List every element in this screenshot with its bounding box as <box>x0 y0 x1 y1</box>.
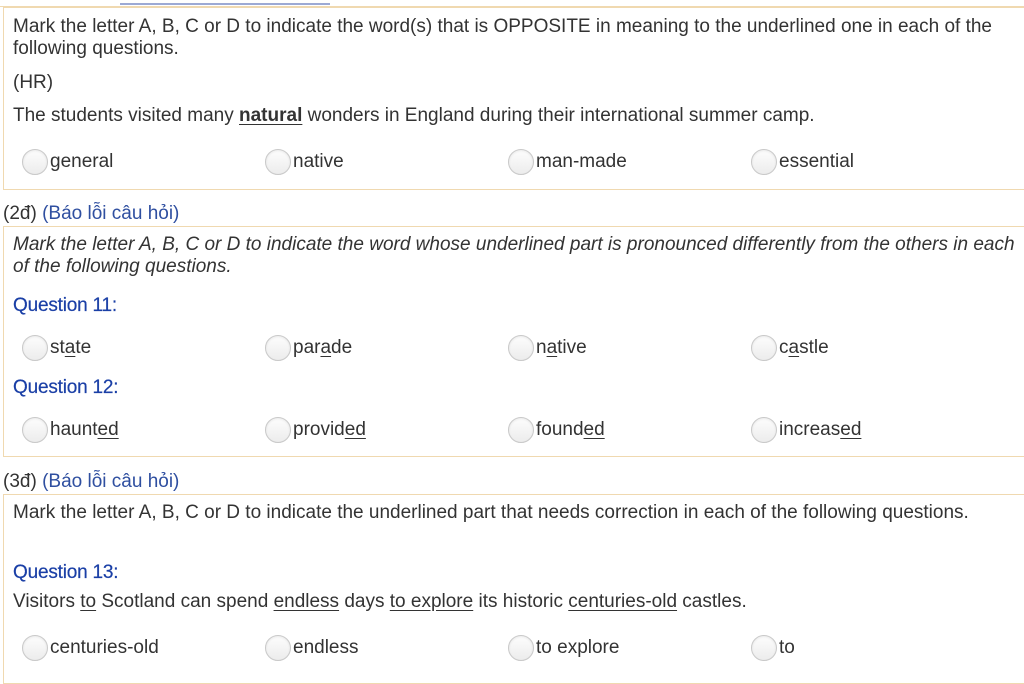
radio-button[interactable] <box>751 335 777 361</box>
option-label: state <box>50 337 92 358</box>
radio-button[interactable] <box>508 417 534 443</box>
section3-instruction: Mark the letter A, B, C or D to indicate the underlined part that needs correction in each of the following questions. <box>13 502 969 523</box>
option-label: centuries-old <box>50 637 159 658</box>
radio-button[interactable] <box>751 417 777 443</box>
option-label: castle <box>779 337 829 358</box>
option-label: endless <box>293 637 359 658</box>
radio-button[interactable] <box>508 335 534 361</box>
radio-button[interactable] <box>22 149 48 175</box>
section2-header <box>3 203 179 225</box>
option-c[interactable] <box>508 147 627 177</box>
option-a[interactable] <box>22 333 91 363</box>
option-d[interactable] <box>751 633 795 663</box>
radio-button[interactable] <box>22 635 48 661</box>
option-label: provided <box>293 419 366 440</box>
option-a[interactable] <box>22 147 113 177</box>
question-11-label: Question 11: <box>13 295 117 316</box>
sentence-text: wonders in England during their international summer camp. <box>302 105 815 126</box>
option-c[interactable] <box>508 333 587 363</box>
option-c[interactable] <box>508 415 605 445</box>
sentence-text: The students visited many <box>13 105 239 126</box>
radio-button[interactable] <box>265 335 291 361</box>
option-a[interactable] <box>22 633 159 663</box>
radio-button[interactable] <box>265 635 291 661</box>
option-b[interactable] <box>265 633 359 663</box>
section2-instruction: Mark the letter A, B, C or D to indicate the word whose underlined part is pronounced differently from the others in each of the following questions. <box>13 234 1015 277</box>
points: (3đ) <box>3 471 37 492</box>
radio-button[interactable] <box>508 149 534 175</box>
cropped-header-fragment <box>120 0 330 5</box>
question-panel-3 <box>3 494 1024 684</box>
radio-button[interactable] <box>751 635 777 661</box>
question-13-label: Question 13: <box>13 562 119 583</box>
underlined-word: natural <box>239 105 303 126</box>
points: (2đ) <box>3 203 37 224</box>
radio-button[interactable] <box>508 635 534 661</box>
option-label: haunted <box>50 419 119 440</box>
radio-button[interactable] <box>265 149 291 175</box>
section1-tag: (HR) <box>13 72 54 93</box>
option-b[interactable] <box>265 147 344 177</box>
option-label: general <box>50 151 114 172</box>
option-label: parade <box>293 337 353 358</box>
section3-header <box>3 471 179 493</box>
option-b[interactable] <box>265 415 366 445</box>
option-label: to <box>779 637 795 658</box>
option-label: to explore <box>536 637 620 658</box>
option-d[interactable] <box>751 415 861 445</box>
option-label: increased <box>779 419 862 440</box>
option-d[interactable] <box>751 333 829 363</box>
option-label: man-made <box>536 151 627 172</box>
radio-button[interactable] <box>22 335 48 361</box>
report-error-link[interactable]: (Báo lỗi câu hỏi) <box>42 203 180 224</box>
option-b[interactable] <box>265 333 352 363</box>
report-error-link[interactable]: (Báo lỗi câu hỏi) <box>42 471 180 492</box>
option-label: founded <box>536 419 605 440</box>
option-label: native <box>293 151 344 172</box>
question-12-label: Question 12: <box>13 377 119 398</box>
question-panel-1 <box>3 7 1024 190</box>
radio-button[interactable] <box>751 149 777 175</box>
option-label: native <box>536 337 587 358</box>
question-sentence: Visitors to Scotland can spend endless days to explore its historic centuries-old castles. <box>13 591 747 612</box>
option-c[interactable] <box>508 633 619 663</box>
radio-button[interactable] <box>22 417 48 443</box>
radio-button[interactable] <box>265 417 291 443</box>
option-d[interactable] <box>751 147 854 177</box>
option-label: essential <box>779 151 854 172</box>
question-panel-2 <box>3 226 1024 457</box>
section1-instruction: Mark the letter A, B, C or D to indicate the word(s) that is OPPOSITE in meaning to the underlined one in each of the following questions. <box>13 16 993 59</box>
question-sentence <box>13 105 815 127</box>
option-a[interactable] <box>22 415 119 445</box>
